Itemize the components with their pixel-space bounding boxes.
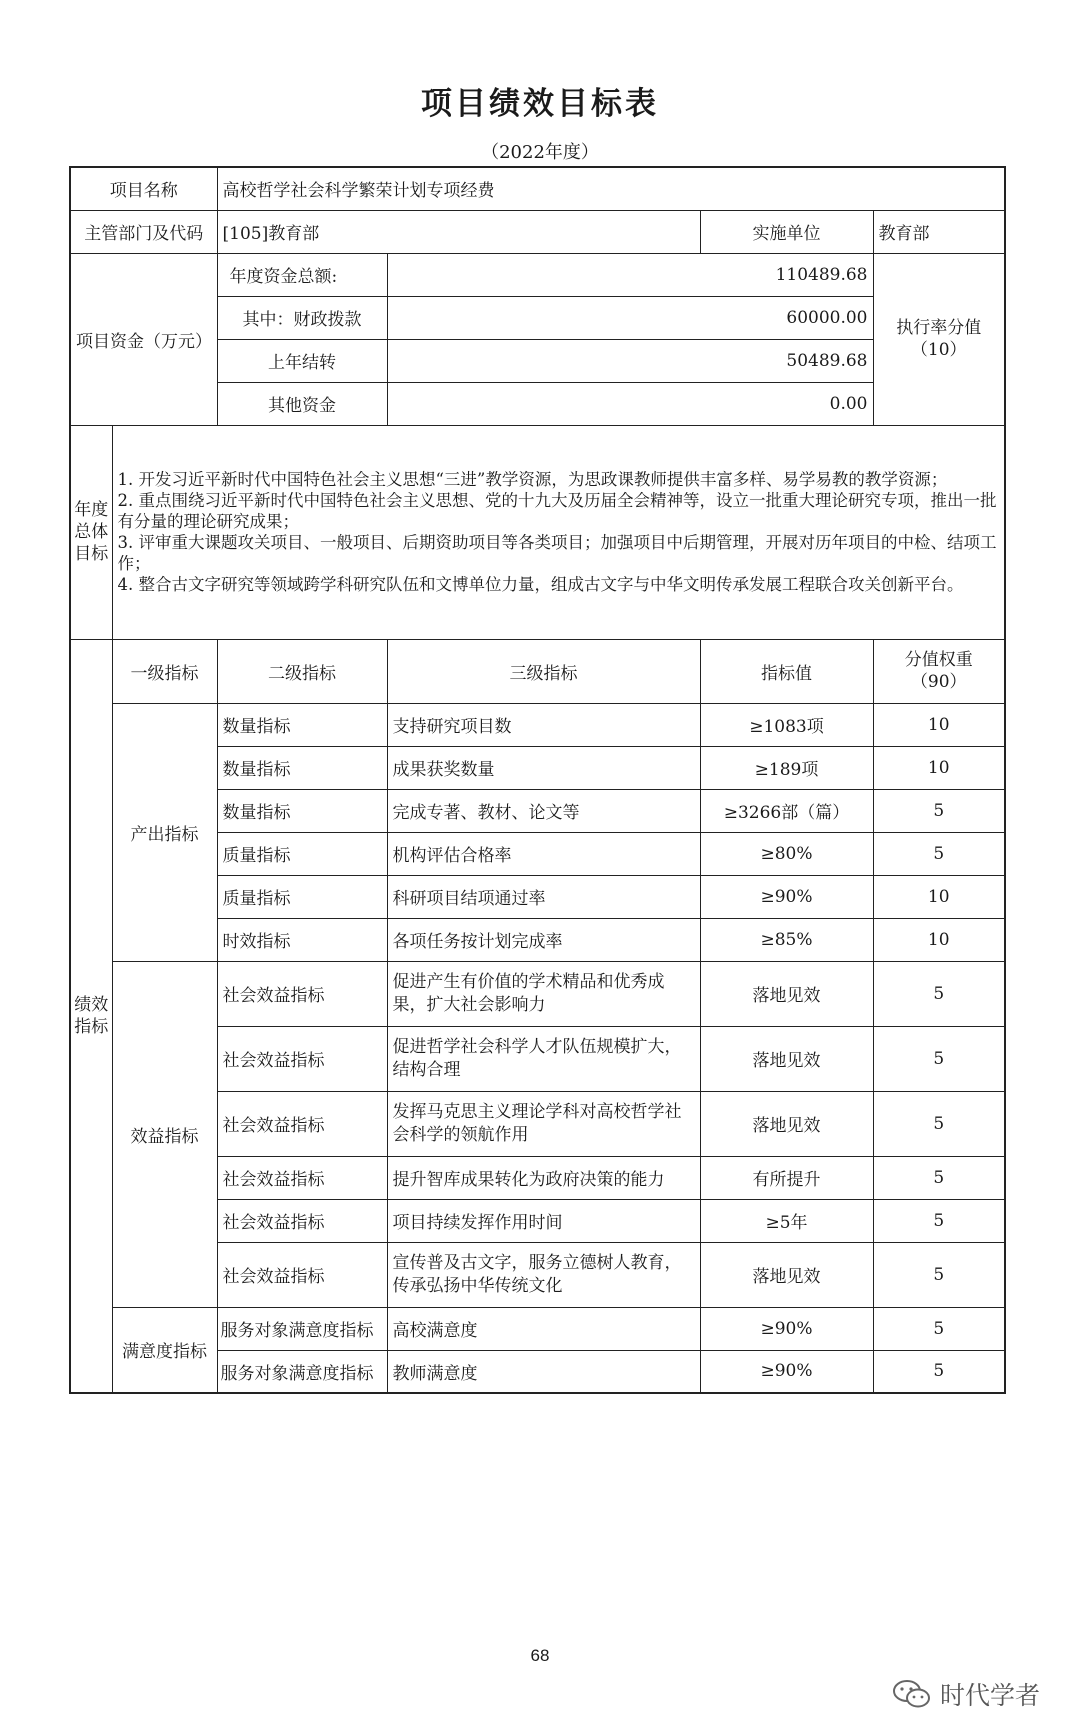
header-weight — [873, 639, 1005, 703]
weight-cell: 5 — [873, 789, 1005, 832]
l2-cell: 质量指标 — [217, 832, 387, 875]
header-weight-label: 分值权重 — [904, 649, 973, 670]
weight-cell: 10 — [873, 918, 1005, 961]
fund-fiscal-value: 60000.00 — [387, 296, 873, 339]
weight-cell: 5 — [873, 1307, 1005, 1350]
l3-cell: 促进产生有价值的学术精品和优秀成果，扩大社会影响力 — [387, 961, 700, 1026]
weight-cell: 5 — [873, 1199, 1005, 1242]
value-cell: ≥189项 — [700, 746, 873, 789]
header-weight-total: （90） — [910, 672, 967, 692]
weight-cell: 10 — [873, 875, 1005, 918]
goal-item: 1. 开发习近平新时代中国特色社会主义思想“三进”教学资源，为思政课教师提供丰富多样、易学易教的教学资源； — [117, 470, 948, 489]
dept-value: [105]教育部 — [217, 210, 700, 253]
weight-cell: 5 — [873, 961, 1005, 1026]
project-name-label: 项目名称 — [70, 167, 217, 210]
exec-rate-label: 执行率分值 — [896, 317, 982, 338]
l3-cell: 教师满意度 — [387, 1350, 700, 1393]
weight-cell: 10 — [873, 746, 1005, 789]
goal-item: 4. 整合古文字研究等领域跨学科研究队伍和文博单位力量，组成古文字与中华文明传承发展工程联合攻关创新平台。 — [117, 575, 964, 594]
l2-cell: 服务对象满意度指标 — [217, 1307, 387, 1350]
funds-label: 项目资金（万元） — [70, 253, 217, 425]
value-cell: ≥3266部（篇） — [700, 789, 873, 832]
value-cell: ≥90% — [700, 1350, 873, 1393]
fund-total-value: 110489.68 — [387, 253, 873, 296]
impl-unit-value: 教育部 — [873, 210, 1005, 253]
header-l2: 二级指标 — [217, 639, 387, 703]
l2-cell: 社会效益指标 — [217, 1091, 387, 1156]
watermark-text: 时代学者 — [939, 1681, 1040, 1710]
perf-indicator-label: 绩效指标 — [70, 639, 112, 1393]
value-cell: 落地见效 — [700, 961, 873, 1026]
annual-goal-label: 年度总体目标 — [70, 425, 112, 639]
l3-cell: 完成专著、教材、论文等 — [387, 789, 700, 832]
dept-label: 主管部门及代码 — [70, 210, 217, 253]
value-cell: 有所提升 — [700, 1156, 873, 1199]
l3-cell: 各项任务按计划完成率 — [387, 918, 700, 961]
fund-carryover-value: 50489.68 — [387, 339, 873, 382]
weight-cell: 5 — [873, 1026, 1005, 1091]
l3-cell: 机构评估合格率 — [387, 832, 700, 875]
l2-cell: 时效指标 — [217, 918, 387, 961]
performance-table — [69, 166, 1006, 1394]
exec-rate-cell — [873, 253, 1005, 425]
fund-total-label: 年度资金总额: — [217, 253, 387, 296]
fund-other-value: 0.00 — [387, 382, 873, 425]
l3-cell: 项目持续发挥作用时间 — [387, 1199, 700, 1242]
group-benefit-label: 效益指标 — [112, 961, 217, 1307]
value-cell: ≥90% — [700, 875, 873, 918]
l2-cell: 数量指标 — [217, 789, 387, 832]
weight-cell: 5 — [873, 1350, 1005, 1393]
l3-cell: 发挥马克思主义理论学科对高校哲学社会科学的领航作用 — [387, 1091, 700, 1156]
l2-cell: 质量指标 — [217, 875, 387, 918]
header-l3: 三级指标 — [387, 639, 700, 703]
l2-cell: 社会效益指标 — [217, 1156, 387, 1199]
value-cell: ≥85% — [700, 918, 873, 961]
l3-cell: 高校满意度 — [387, 1307, 700, 1350]
weight-cell: 5 — [873, 1091, 1005, 1156]
page-number: 68 — [530, 1646, 550, 1665]
l2-cell: 社会效益指标 — [217, 961, 387, 1026]
fund-carryover-label: 上年结转 — [217, 339, 387, 382]
l2-cell: 数量指标 — [217, 703, 387, 746]
value-cell: ≥80% — [700, 832, 873, 875]
impl-unit-label: 实施单位 — [700, 210, 873, 253]
value-cell: 落地见效 — [700, 1242, 873, 1307]
goal-item: 2. 重点围绕习近平新时代中国特色社会主义思想、党的十九大及历届全会精神等，设立一批重大理论研究专项，推出一批有分量的理论研究成果； — [117, 491, 997, 531]
goal-item: 3. 评审重大课题攻关项目、一般项目、后期资助项目等各类项目；加强项目中后期管理，开展对历年项目的中检、结项工作； — [117, 533, 997, 573]
l3-cell: 科研项目结项通过率 — [387, 875, 700, 918]
l2-cell: 社会效益指标 — [217, 1026, 387, 1091]
weight-cell: 5 — [873, 832, 1005, 875]
l3-cell: 宣传普及古文字，服务立德树人教育，传承弘扬中华传统文化 — [387, 1242, 700, 1307]
value-cell: ≥1083项 — [700, 703, 873, 746]
weight-cell: 10 — [873, 703, 1005, 746]
value-cell: 落地见效 — [700, 1026, 873, 1091]
l3-cell: 支持研究项目数 — [387, 703, 700, 746]
fund-other-label: 其他资金 — [217, 382, 387, 425]
exec-rate-score: （10） — [910, 340, 967, 360]
weight-cell: 5 — [873, 1156, 1005, 1199]
project-name-value: 高校哲学社会科学繁荣计划专项经费 — [217, 167, 1005, 210]
value-cell: ≥5年 — [700, 1199, 873, 1242]
fund-fiscal-label: 其中：财政拨款 — [217, 296, 387, 339]
l2-cell: 数量指标 — [217, 746, 387, 789]
l3-cell: 成果获奖数量 — [387, 746, 700, 789]
l3-cell: 提升智库成果转化为政府决策的能力 — [387, 1156, 700, 1199]
l3-cell: 促进哲学社会科学人才队伍规模扩大，结构合理 — [387, 1026, 700, 1091]
l2-cell: 社会效益指标 — [217, 1242, 387, 1307]
header-l1: 一级指标 — [112, 639, 217, 703]
wechat-icon — [892, 1679, 932, 1709]
group-output-label: 产出指标 — [112, 703, 217, 961]
group-satisfaction-label: 满意度指标 — [112, 1307, 217, 1393]
weight-cell: 5 — [873, 1242, 1005, 1307]
l2-cell: 社会效益指标 — [217, 1199, 387, 1242]
header-value: 指标值 — [700, 639, 873, 703]
page-title: 项目绩效目标表 — [421, 86, 659, 122]
value-cell: 落地见效 — [700, 1091, 873, 1156]
annual-goal-text — [112, 425, 1005, 639]
l2-cell: 服务对象满意度指标 — [217, 1350, 387, 1393]
watermark — [892, 1676, 1040, 1712]
value-cell: ≥90% — [700, 1307, 873, 1350]
year-subtitle: （2022年度） — [481, 142, 599, 163]
